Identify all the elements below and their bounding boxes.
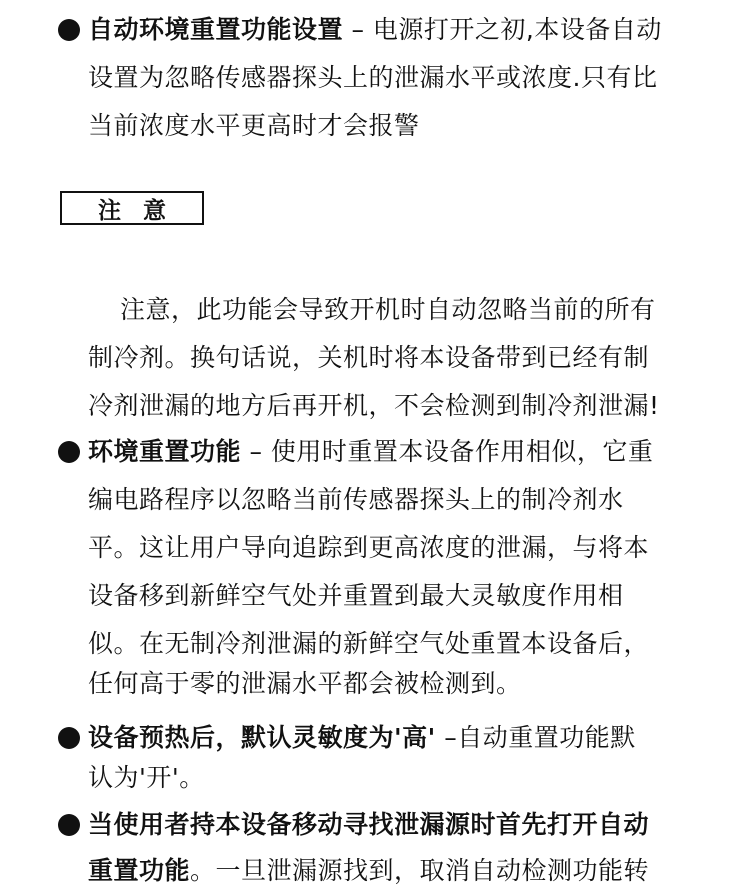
section-2-text-1: 使用时重置本设备作用相似，它重: [270, 437, 654, 466]
section-1-line-1: [88, 10, 662, 50]
section-2-line-6: 任何高于零的泄漏水平都会被检测到。: [88, 669, 522, 698]
section-2-line-3: 平。这让用户导向追踪到更高浓度的泄漏，与将本: [88, 533, 650, 562]
bullet-icon: [58, 727, 80, 749]
note-line-1: 注意，此功能会导致开机时自动忽略当前的所有: [120, 295, 656, 324]
section-4-heading-line-2: 重置功能: [88, 856, 191, 885]
bullet-icon: [58, 441, 80, 463]
section-3-heading: 设备预热后，默认灵敏度为'高': [88, 723, 436, 752]
section-2-line-5: 似。在无制冷剂泄漏的新鲜空气处重置本设备后，: [88, 629, 650, 658]
note-box: 注意: [60, 191, 204, 225]
section-4-line-2: [88, 851, 649, 891]
section-4-heading-line-1: 当使用者持本设备移动寻找泄漏源时首先打开自动: [88, 810, 650, 839]
section-1-heading: 自动环境重置功能设置: [88, 15, 344, 44]
section-2-line-2: 编电路程序以忽略当前传感器探头上的制冷剂水: [88, 485, 624, 514]
section-3-separator: –: [435, 723, 458, 752]
section-1-text-1: 电源打开之初,本设备自动: [372, 15, 662, 44]
section-1-separator: –: [343, 15, 373, 44]
section-3-line-1: [88, 718, 636, 758]
section-1-line-2: 设置为忽略传感器探头上的泄漏水平或浓度.只有比: [88, 63, 658, 92]
section-2-line-4: 设备移到新鲜空气处并重置到最大灵敏度作用相: [88, 581, 624, 610]
note-line-2: 制冷剂。换句话说，关机时将本设备带到已经有制: [88, 343, 650, 372]
section-2-line-1: [88, 432, 653, 472]
section-2-separator: –: [241, 437, 271, 466]
section-2-heading: 环境重置功能: [88, 437, 242, 466]
bullet-icon: [58, 19, 80, 41]
bullet-icon: [58, 814, 80, 836]
note-line-3: 冷剂泄漏的地方后再开机，不会检测到制冷剂泄漏!: [88, 391, 660, 420]
section-4-text-1: 。一旦泄漏源找到，取消自动检测功能转: [190, 856, 650, 885]
section-1-line-3: 当前浓度水平更高时才会报警: [88, 111, 420, 140]
section-3-line-2: 认为'开'。: [88, 763, 205, 792]
section-3-text-1: 自动重置功能默: [457, 723, 636, 752]
